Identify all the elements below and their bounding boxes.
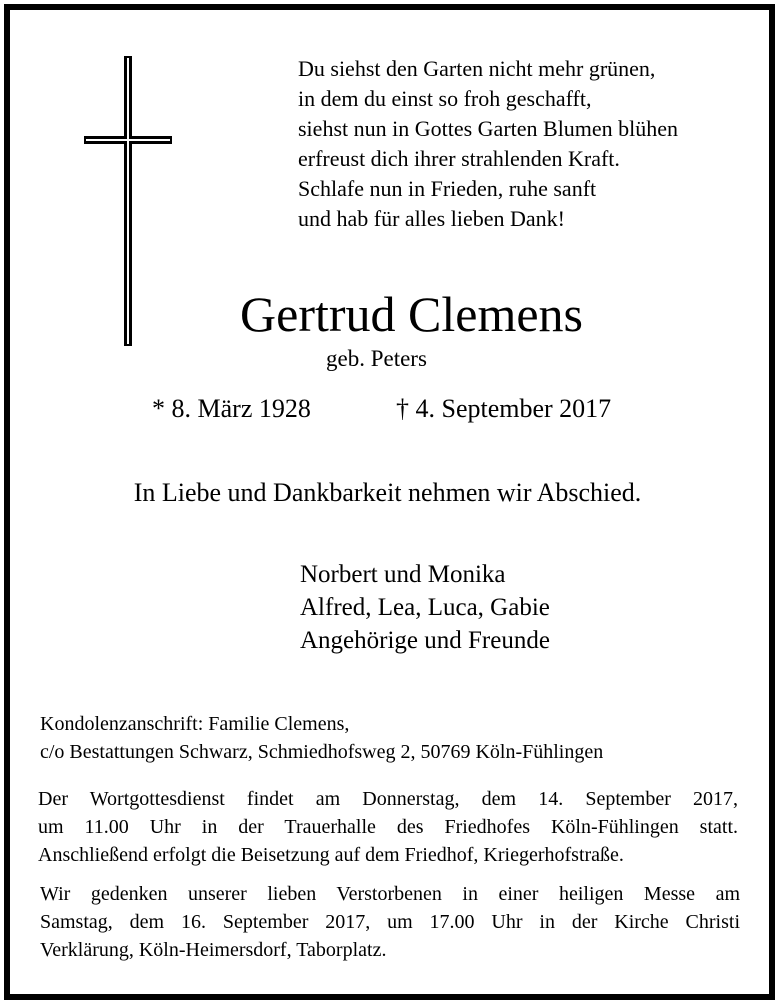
poem-line: erfreust dich ihrer strahlenden Kraft. <box>298 146 620 171</box>
condolence-line: Kondolenzanschrift: Familie Clemens, <box>40 713 350 735</box>
condolence-line: c/o Bestattungen Schwarz, Schmiedhofsweg 2, 50769 Köln-Fühlingen <box>40 741 604 763</box>
mass-line: Verklärung, Köln-Heimersdorf, Taborplatz. <box>40 939 387 961</box>
mourner-line: Norbert und Monika <box>300 561 506 588</box>
mass-line: Samstag, dem 16. September 2017, um 17.00 Uhr in der Kirche Christi <box>40 911 740 933</box>
maiden-name: geb. Peters <box>326 346 427 371</box>
poem-line: Schlafe nun in Frieden, ruhe sanft <box>298 176 597 201</box>
mass-line: Wir gedenken unserer lieben Verstorbenen in einer heiligen Messe am <box>40 883 740 905</box>
condolence-address <box>40 710 603 766</box>
service-line: Der Wortgottesdienst findet am Donnerstag, dem 14. September 2017, <box>38 788 738 810</box>
memorial-mass-info <box>40 880 740 964</box>
poem-line: in dem du einst so froh geschafft, <box>298 86 592 111</box>
farewell-text: In Liebe und Dankbarkeit nehmen wir Abschied. <box>133 478 642 507</box>
mourner-line: Angehörige und Freunde <box>300 627 550 654</box>
poem <box>298 54 678 234</box>
deceased-name: Gertrud Clemens <box>240 286 583 342</box>
service-line: um 11.00 Uhr in der Trauerhalle des Friedhofes Köln-Fühlingen statt. <box>38 816 738 838</box>
death-date: † 4. September 2017 <box>396 394 612 423</box>
service-line: Anschließend erfolgt die Beisetzung auf dem Friedhof, Kriegerhofstraße. <box>38 844 624 866</box>
birth-date: * 8. März 1928 <box>152 394 311 423</box>
poem-line: Du siehst den Garten nicht mehr grünen, <box>298 56 656 81</box>
mourners-list <box>300 558 550 657</box>
mourner-line: Alfred, Lea, Luca, Gabie <box>300 594 550 621</box>
poem-line: und hab für alles lieben Dank! <box>298 206 565 231</box>
poem-line: siehst nun in Gottes Garten Blumen blühen <box>298 116 679 141</box>
funeral-service-info <box>38 785 738 869</box>
